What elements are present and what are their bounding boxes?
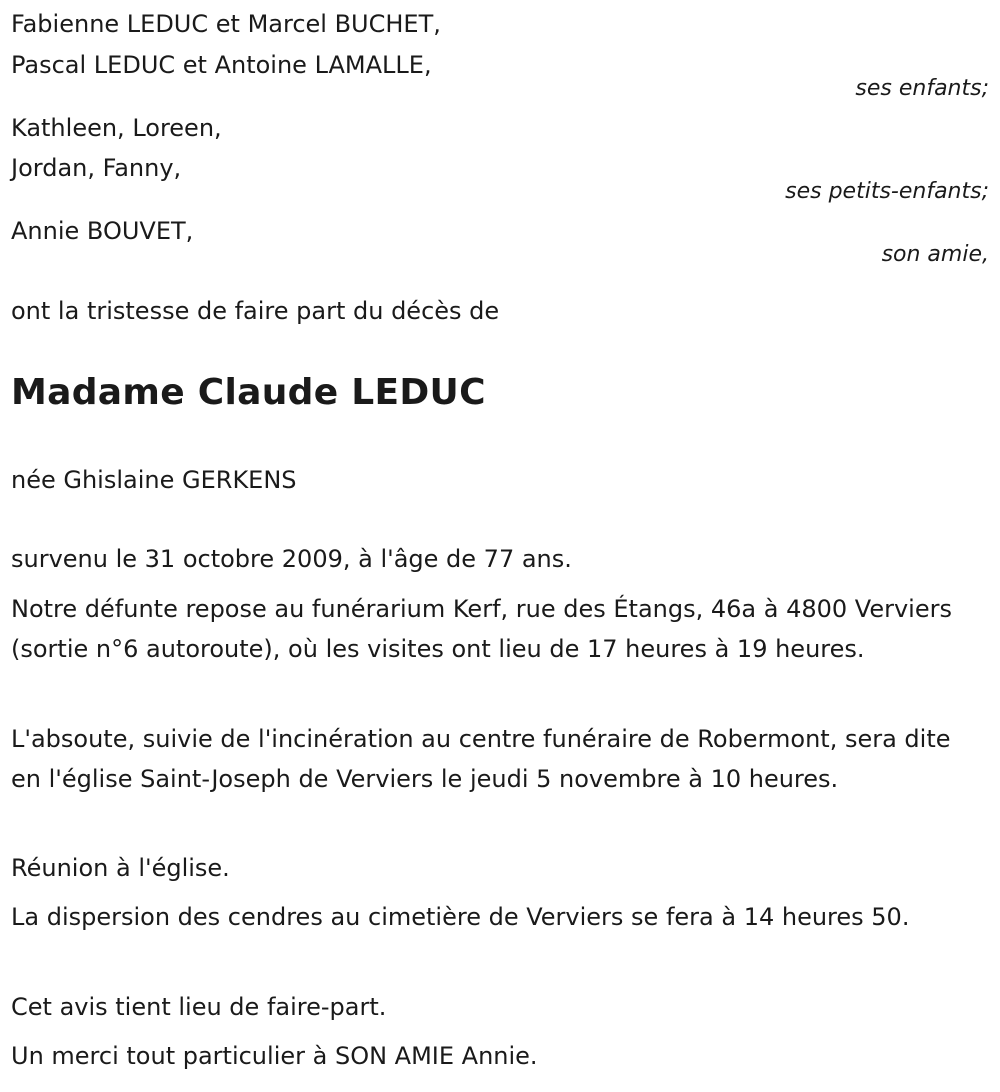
children-role: ses enfants;	[855, 76, 989, 101]
thanks-paragraph: Un merci tout particulier à SON AMIE Annie.	[11, 1042, 538, 1070]
children-line-1: Fabienne LEDUC et Marcel BUCHET,	[11, 10, 441, 38]
funerarium-paragraph: Notre défunte repose au funérarium Kerf, rue des Étangs, 46a à 4800 Verviers (sortie n°6 autoroute), où les visites ont lieu de 17 heures à 19 heures.	[11, 595, 952, 663]
maiden-name: née Ghislaine GERKENS	[11, 466, 297, 494]
notice-paragraph: Cet avis tient lieu de faire-part.	[11, 993, 387, 1021]
death-info: survenu le 31 octobre 2009, à l'âge de 77 ans.	[11, 545, 572, 573]
grandchildren-line-1: Kathleen, Loreen,	[11, 114, 222, 142]
friend-role: son amie,	[881, 242, 989, 267]
grandchildren-role: ses petits-enfants;	[785, 179, 989, 204]
ashes-paragraph: La dispersion des cendres au cimetière de Verviers se fera à 14 heures 50.	[11, 903, 910, 931]
friend-line: Annie BOUVET,	[11, 217, 194, 245]
grandchildren-line-2: Jordan, Fanny,	[11, 154, 182, 182]
intro-text: ont la tristesse de faire part du décès de	[11, 297, 500, 325]
deceased-name: Madame Claude LEDUC	[11, 372, 486, 413]
meeting-paragraph: Réunion à l'église.	[11, 854, 230, 882]
service-paragraph: L'absoute, suivie de l'incinération au centre funéraire de Robermont, sera dite en l'église Saint-Joseph de Verviers le jeudi 5 novembre à 10 heures.	[11, 725, 951, 793]
children-line-2: Pascal LEDUC et Antoine LAMALLE,	[11, 51, 432, 79]
